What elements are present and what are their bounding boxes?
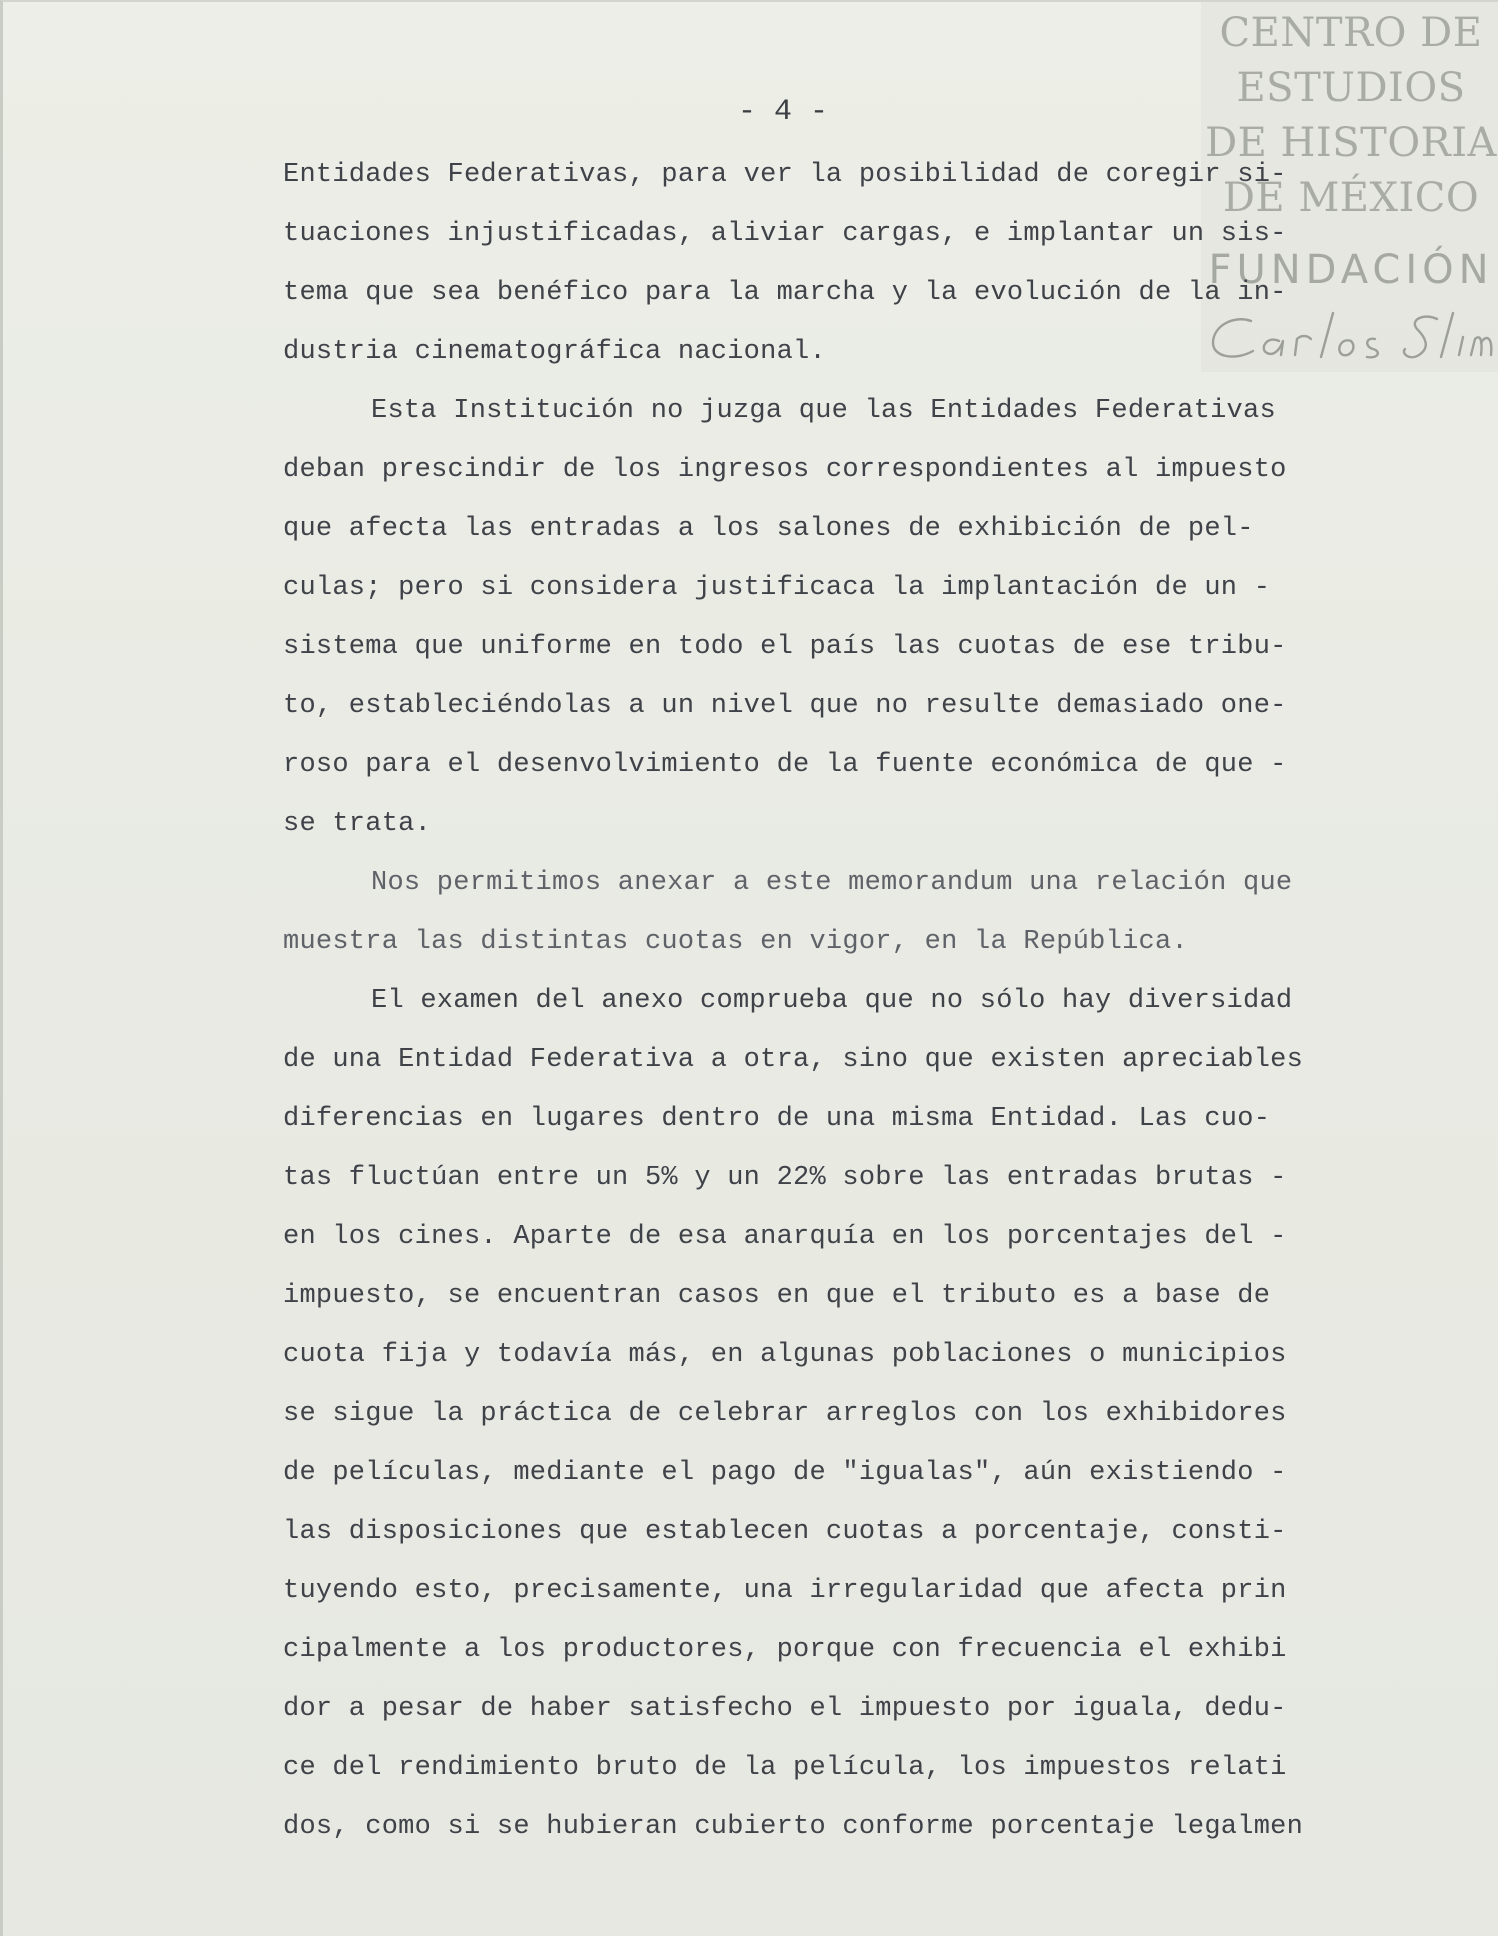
text-line: en los cines. Aparte de esa anarquía en los porcentajes del - — [283, 1222, 1287, 1252]
memorandum-body — [283, 154, 1393, 1865]
page-number: - 4 - — [737, 95, 828, 129]
text-line: dos, como si se hubieran cubierto conforme porcentaje legalmen — [283, 1812, 1304, 1842]
text-line: las disposiciones que establecen cuotas a porcentaje, consti- — [283, 1517, 1287, 1547]
watermark-line-3: DE HISTORIA — [1205, 120, 1497, 166]
text-line: tuyendo esto, precisamente, una irregularidad que afecta prin — [283, 1576, 1287, 1606]
paragraph — [283, 154, 1393, 390]
text-line: tas fluctúan entre un 5% y un 22% sobre las entradas brutas - — [283, 1163, 1287, 1193]
watermark-line-1: CENTRO DE — [1219, 10, 1483, 56]
text-line: culas; pero si considera justificaca la implantación de un - — [283, 573, 1271, 603]
text-line: se sigue la práctica de celebrar arreglos con los exhibidores — [283, 1399, 1287, 1429]
text-line: muestra las distintas cuotas en vigor, en la República. — [283, 927, 1188, 957]
text-line: tema que sea benéfico para la marcha y la evolución de la in- — [283, 278, 1287, 308]
paragraph — [283, 980, 1393, 1865]
watermark-line-4: DE MÉXICO — [1222, 175, 1480, 221]
paragraph — [283, 390, 1393, 862]
text-line: diferencias en lugares dentro de una misma Entidad. Las cuo- — [283, 1104, 1271, 1134]
text-line: El examen del anexo comprueba que no sólo hay diversidad — [371, 986, 1293, 1016]
text-line: tuaciones injustificadas, aliviar cargas, e implantar un sis- — [283, 219, 1287, 249]
paragraph — [283, 862, 1393, 980]
text-line: que afecta las entradas a los salones de exhibición de pel- — [283, 514, 1254, 544]
text-line: Entidades Federativas, para ver la posibilidad de coregir si- — [283, 160, 1287, 190]
text-line: dustria cinematográfica nacional. — [283, 337, 826, 367]
watermark-foundation-label: FUNDACIÓN — [1208, 247, 1494, 293]
text-line: de películas, mediante el pago de "igualas", aún existiendo - — [283, 1458, 1287, 1488]
text-line: cuota fija y todavía más, en algunas poblaciones o municipios — [283, 1340, 1287, 1370]
text-line: impuesto, se encuentran casos en que el tributo es a base de — [283, 1281, 1271, 1311]
text-line: sistema que uniforme en todo el país las cuotas de ese tribu- — [283, 632, 1287, 662]
text-line: de una Entidad Federativa a otra, sino que existen apreciables — [283, 1045, 1304, 1075]
text-line: Nos permitimos anexar a este memorandum una relación que — [371, 868, 1293, 898]
watermark-line-2: ESTUDIOS — [1236, 65, 1466, 111]
text-line: cipalmente a los productores, porque con frecuencia el exhibi — [283, 1635, 1287, 1665]
text-line: deban prescindir de los ingresos correspondientes al impuesto — [283, 455, 1287, 485]
text-line: ce del rendimiento bruto de la película, los impuestos relati — [283, 1753, 1287, 1783]
text-line: roso para el desenvolvimiento de la fuente económica de que - — [283, 750, 1287, 780]
text-line: Esta Institución no juzga que las Entidades Federativas — [371, 396, 1276, 426]
text-line: to, estableciéndolas a un nivel que no resulte demasiado one- — [283, 691, 1287, 721]
text-line: se trata. — [283, 809, 432, 839]
text-line: dor a pesar de haber satisfecho el impuesto por iguala, dedu- — [283, 1694, 1287, 1724]
